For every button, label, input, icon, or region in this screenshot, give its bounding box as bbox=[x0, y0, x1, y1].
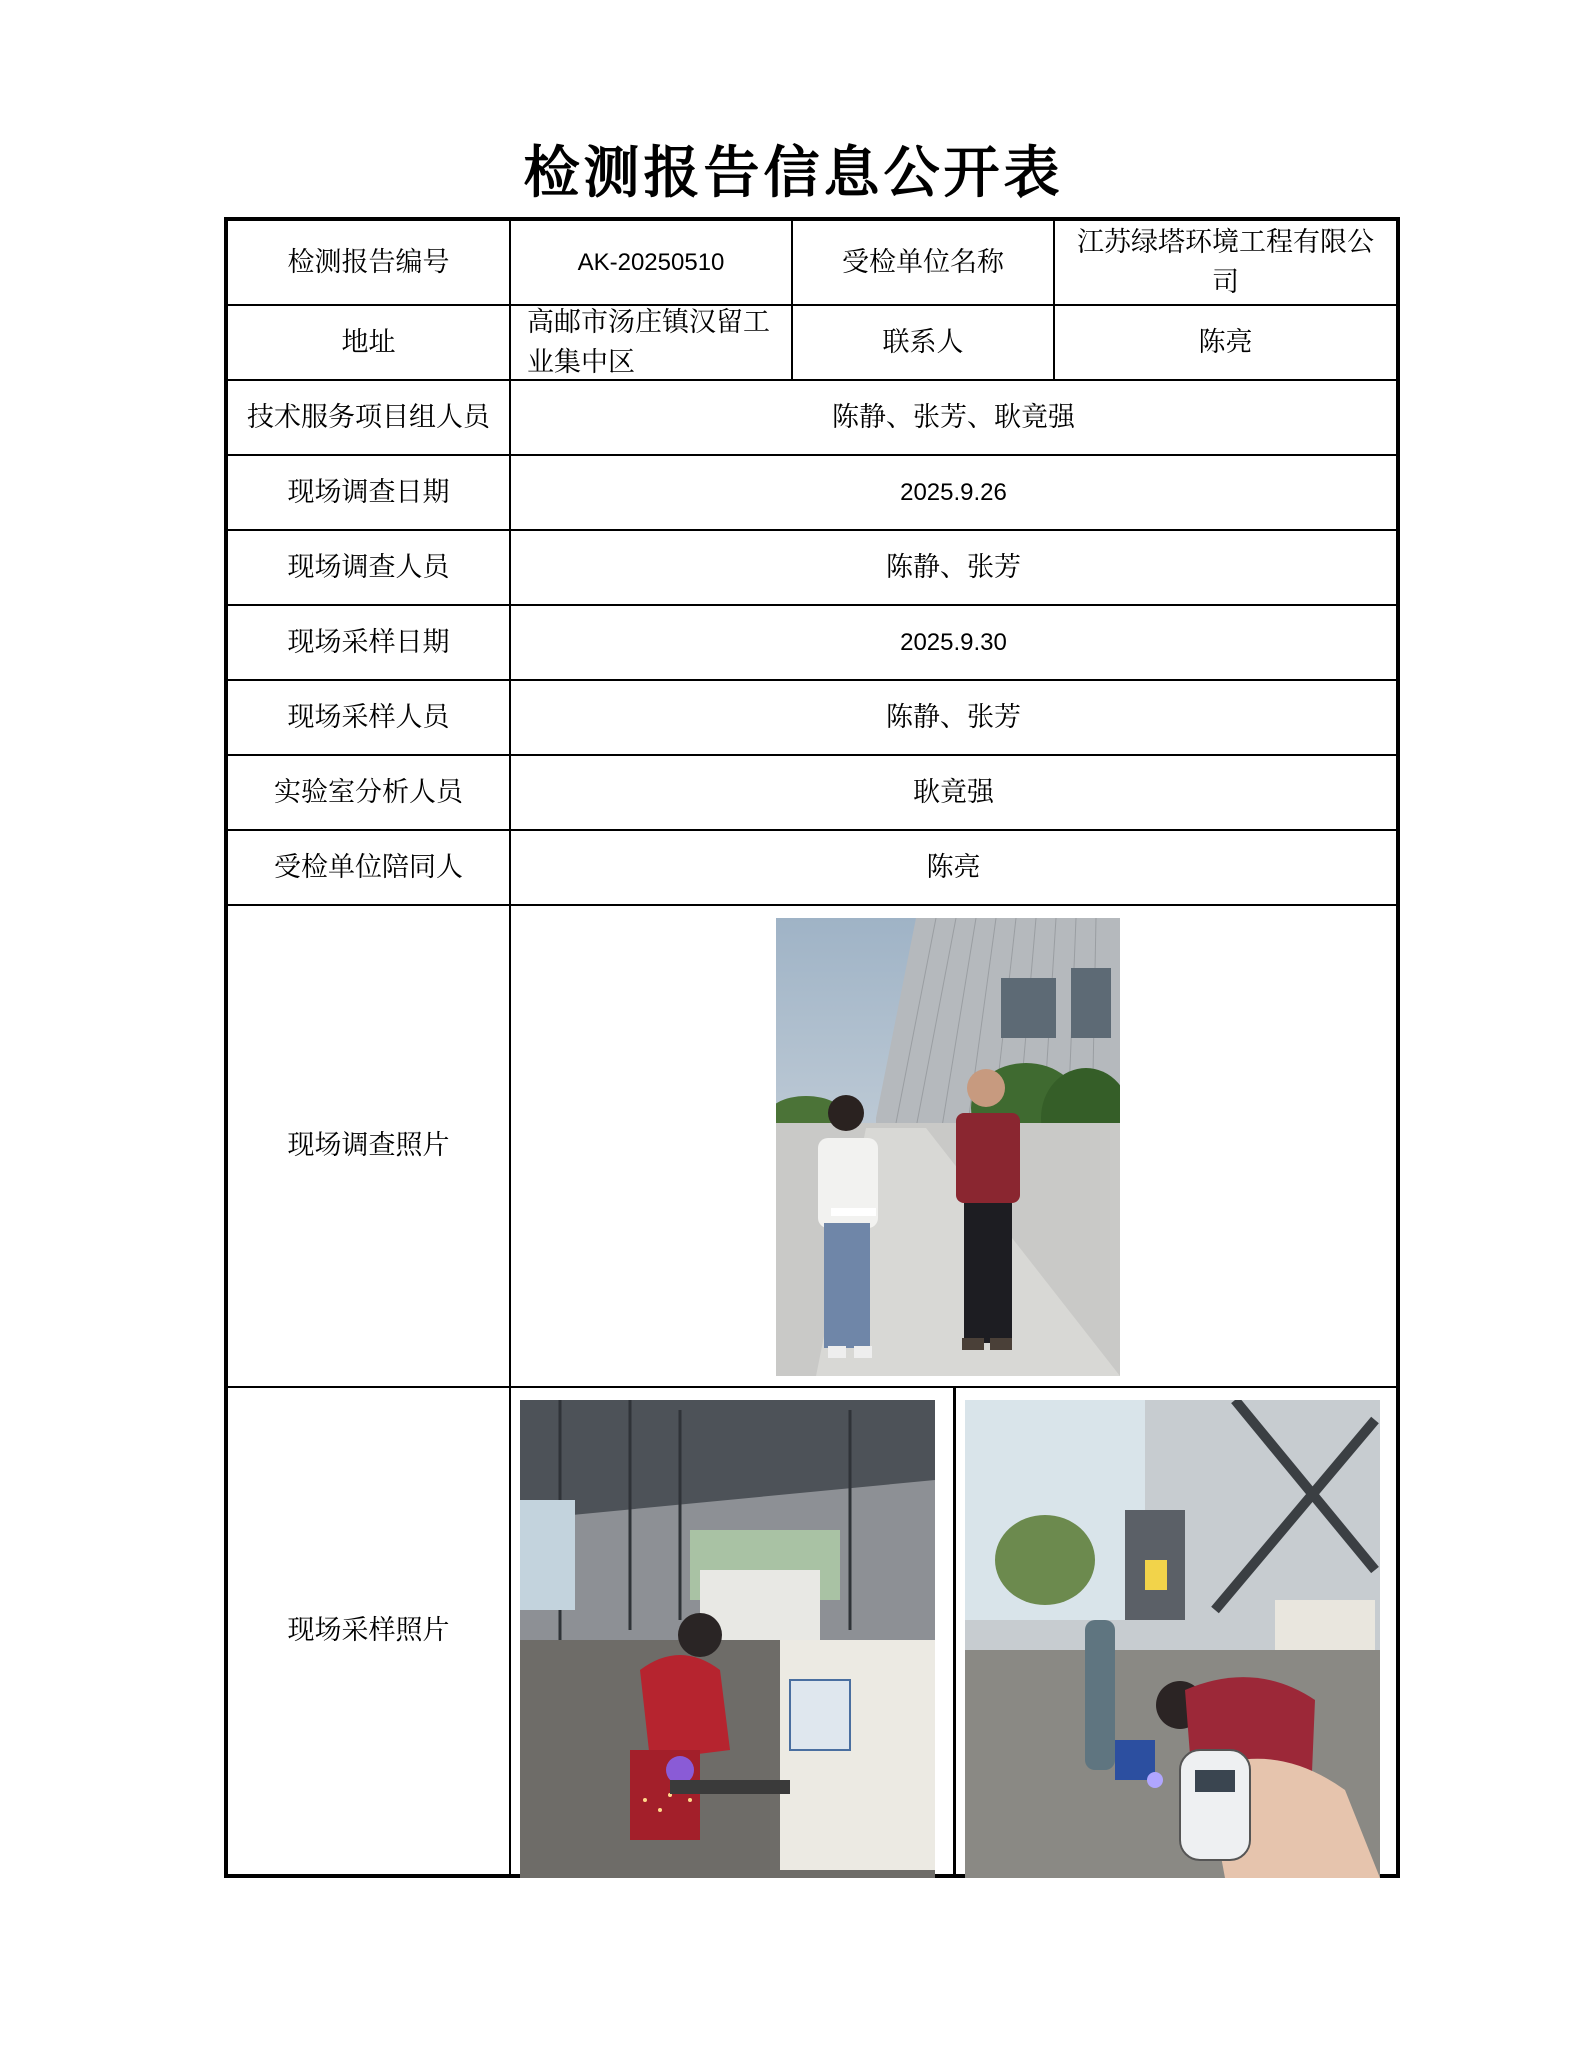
report-no-label: 检测报告编号 bbox=[227, 220, 510, 305]
survey-photo bbox=[776, 918, 1120, 1376]
escort-label: 受检单位陪同人 bbox=[227, 830, 510, 905]
escort-value: 陈亮 bbox=[510, 830, 1397, 905]
contact-label: 联系人 bbox=[792, 305, 1054, 380]
survey-photo-label: 现场调查照片 bbox=[227, 905, 510, 1387]
page-title: 检测报告信息公开表 bbox=[523, 140, 1064, 206]
survey-staff-value: 陈静、张芳 bbox=[510, 530, 1397, 605]
sampling-photo-label: 现场采样照片 bbox=[227, 1387, 510, 1875]
survey-date-label: 现场调查日期 bbox=[227, 455, 510, 530]
photo-divider bbox=[953, 1387, 956, 1875]
contact-value: 陈亮 bbox=[1054, 305, 1397, 380]
sampling-photo-meter bbox=[965, 1400, 1380, 1878]
sampling-staff-label: 现场采样人员 bbox=[227, 680, 510, 755]
survey-staff-label: 现场调查人员 bbox=[227, 530, 510, 605]
lab-staff-label: 实验室分析人员 bbox=[227, 755, 510, 830]
sampling-date-value: 2025.9.30 bbox=[510, 605, 1397, 680]
unit-name-label: 受检单位名称 bbox=[792, 220, 1054, 305]
sampling-date-label: 现场采样日期 bbox=[227, 605, 510, 680]
lab-staff-value: 耿竟强 bbox=[510, 755, 1397, 830]
team-value: 陈静、张芳、耿竟强 bbox=[510, 380, 1397, 455]
address-value: 高邮市汤庄镇汉留工业集中区 bbox=[510, 305, 792, 380]
team-label: 技术服务项目组人员 bbox=[227, 380, 510, 455]
unit-name-value: 江苏绿塔环境工程有限公司 bbox=[1054, 220, 1397, 305]
sampling-photo-welding bbox=[520, 1400, 935, 1878]
address-label: 地址 bbox=[227, 305, 510, 380]
report-no-value: AK-20250510 bbox=[510, 220, 792, 305]
sampling-staff-value: 陈静、张芳 bbox=[510, 680, 1397, 755]
survey-date-value: 2025.9.26 bbox=[510, 455, 1397, 530]
